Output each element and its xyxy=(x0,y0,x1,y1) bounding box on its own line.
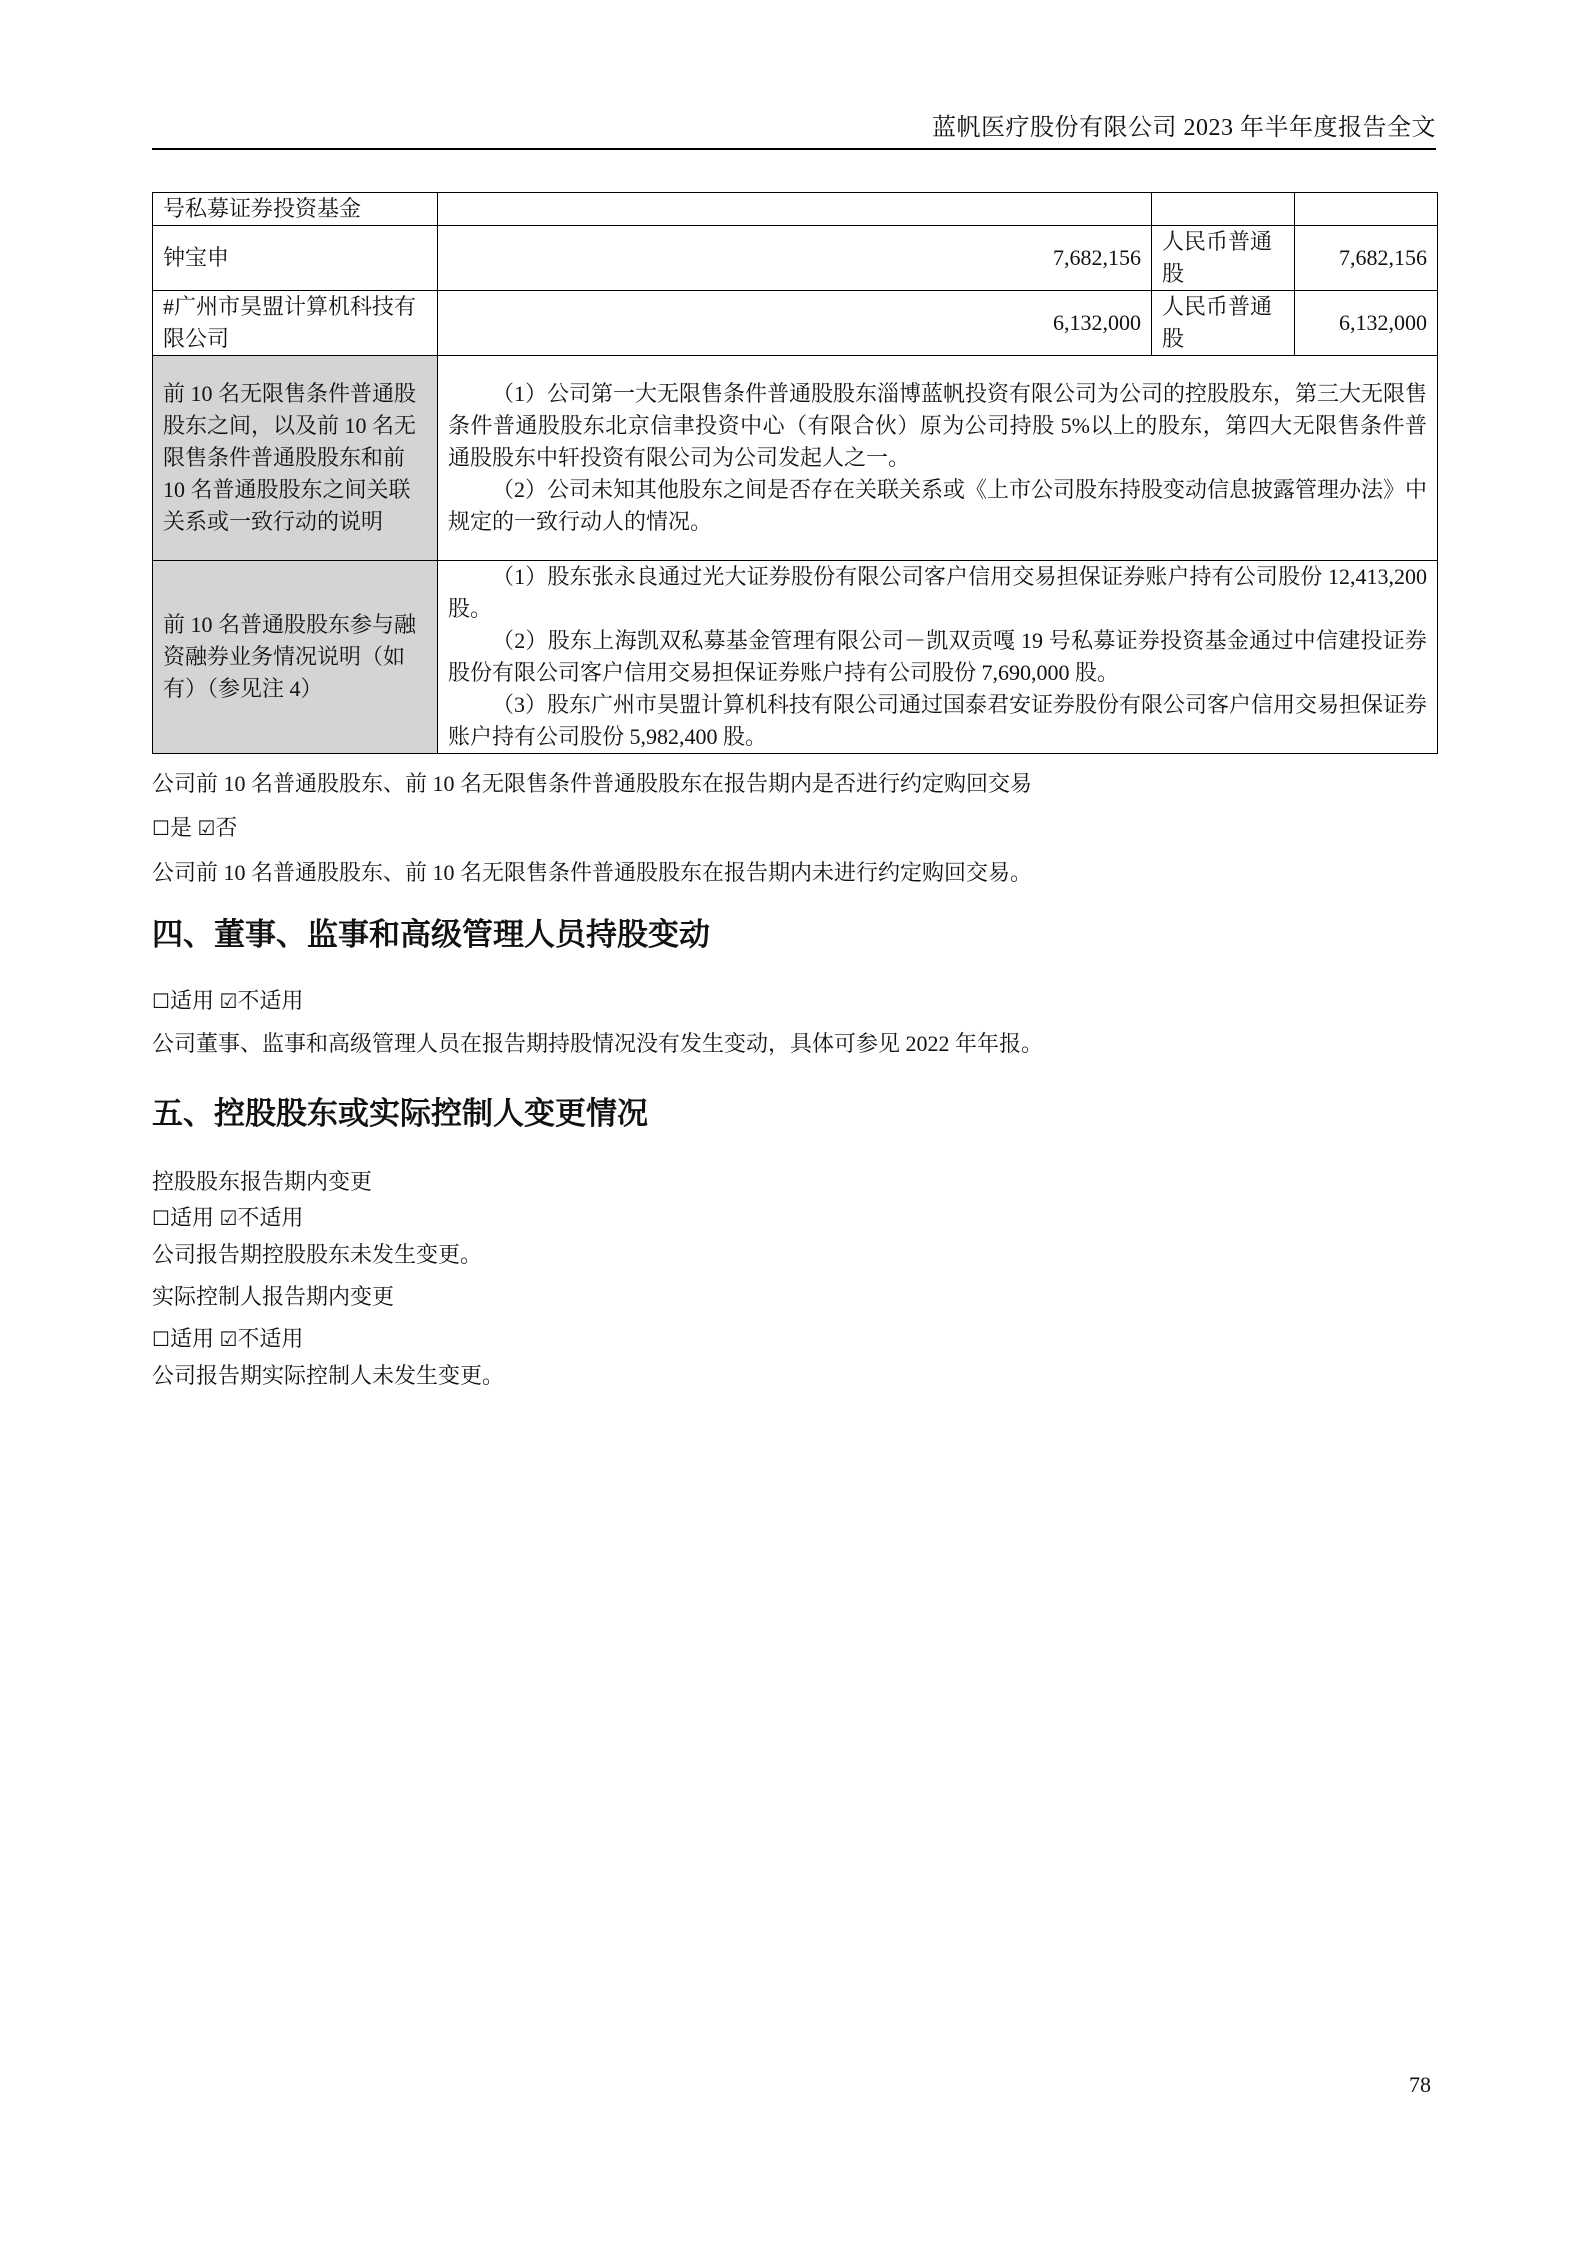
margin-trading-label: 前 10 名普通股股东参与融资融券业务情况说明（如有）（参见注 4） xyxy=(153,561,438,754)
table-row xyxy=(153,561,1438,754)
option-applicable-label: 适用 xyxy=(169,988,214,1013)
table-row xyxy=(153,291,1438,356)
checkbox-checked-icon: ☑ xyxy=(219,1329,238,1351)
option-yes-label: 是 xyxy=(169,815,192,840)
page-content xyxy=(152,760,1436,1392)
holder-shares xyxy=(438,193,1152,226)
option-not-applicable-label: 不适用 xyxy=(237,1326,304,1351)
share-type xyxy=(1152,193,1295,226)
checkbox-unchecked-icon: ☐ xyxy=(152,991,170,1013)
relation-label: 前 10 名无限售条件普通股股东之间，以及前 10 名无限售条件普通股股东和前 10 名普通股股东之间关联关系或一致行动的说明 xyxy=(153,356,438,561)
section-4-heading: 四、董事、监事和高级管理人员持股变动 xyxy=(152,917,710,953)
share-type: 人民币普通股 xyxy=(1152,291,1295,356)
checkbox-unchecked-icon: ☐ xyxy=(152,1208,170,1230)
table-row xyxy=(153,193,1438,226)
checkbox-unchecked-icon: ☐ xyxy=(152,1329,170,1351)
checkbox-checked-icon: ☑ xyxy=(219,1208,238,1230)
option-not-applicable-label: 不适用 xyxy=(237,988,304,1013)
share-type-amount: 7,682,156 xyxy=(1295,226,1438,291)
actual-controller-label: 实际控制人报告期内变更 xyxy=(152,1284,395,1309)
margin-paragraph: （3）股东广州市昊盟计算机科技有限公司通过国泰君安证券股份有限公司客户信用交易担保证券账户持有公司股份 5,982,400 股。 xyxy=(448,692,1428,749)
table-row xyxy=(153,356,1438,561)
option-applicable-label: 适用 xyxy=(169,1326,214,1351)
holder-shares: 6,132,000 xyxy=(438,291,1152,356)
section-5-heading: 五、控股股东或实际控制人变更情况 xyxy=(152,1096,648,1132)
share-type-amount: 6,132,000 xyxy=(1295,291,1438,356)
holder-name: #广州市昊盟计算机科技有限公司 xyxy=(153,291,438,356)
checkbox-checked-icon: ☑ xyxy=(197,818,216,840)
repurchase-options xyxy=(152,812,1436,845)
report-title: 蓝帆医疗股份有限公司 2023 年半年度报告全文 xyxy=(932,115,1436,141)
relation-description xyxy=(438,356,1438,561)
share-type-amount xyxy=(1295,193,1438,226)
section-4-text: 公司董事、监事和高级管理人员在报告期持股情况没有发生变动，具体可参见 2022 年年报。 xyxy=(152,1031,1044,1056)
repurchase-answer: 公司前 10 名普通股股东、前 10 名无限售条件普通股股东在报告期内未进行约定购回交易。 xyxy=(152,860,1033,885)
relation-paragraph: （2）公司未知其他股东之间是否存在关联关系或《上市公司股东持股变动信息披露管理办法》中规定的一致行动人的情况。 xyxy=(448,477,1428,534)
margin-paragraph: （1）股东张永良通过光大证券股份有限公司客户信用交易担保证券账户持有公司股份 12,413,200 股。 xyxy=(448,564,1427,621)
option-no-label: 否 xyxy=(215,815,238,840)
actual-controller-options xyxy=(152,1323,1436,1356)
shareholders-table xyxy=(152,192,1438,754)
holder-name: 钟宝申 xyxy=(153,226,438,291)
table-row xyxy=(153,226,1438,291)
controlling-options xyxy=(152,1202,1436,1235)
checkbox-checked-icon: ☑ xyxy=(219,991,238,1013)
option-applicable-label: 适用 xyxy=(169,1205,214,1230)
page-number: 78 xyxy=(1409,2072,1431,2097)
actual-controller-text: 公司报告期实际控制人未发生变更。 xyxy=(152,1363,505,1388)
controlling-text: 公司报告期控股股东未发生变更。 xyxy=(152,1242,483,1267)
controlling-shareholder-label: 控股股东报告期内变更 xyxy=(152,1169,373,1194)
relation-paragraph: （1）公司第一大无限售条件普通股股东淄博蓝帆投资有限公司为公司的控股股东，第三大无限售条件普通股股东北京信聿投资中心（有限合伙）原为公司持股 5%以上的股东，第四大无限售条件普通股股东中轩投资有限公司为公司发起人之一。 xyxy=(448,381,1428,470)
section-4-options xyxy=(152,985,1436,1018)
option-not-applicable-label: 不适用 xyxy=(237,1205,304,1230)
margin-paragraph: （2）股东上海凯双私募基金管理有限公司－凯双贡嘎 19 号私募证券投资基金通过中信建投证券股份有限公司客户信用交易担保证券账户持有公司股份 7,690,000 股。 xyxy=(448,628,1427,685)
page-header xyxy=(152,108,1436,150)
checkbox-unchecked-icon: ☐ xyxy=(152,818,170,840)
margin-trading-description xyxy=(438,561,1438,754)
repurchase-question: 公司前 10 名普通股股东、前 10 名无限售条件普通股股东在报告期内是否进行约定购回交易 xyxy=(152,771,1033,796)
holder-name: 号私募证券投资基金 xyxy=(153,193,438,226)
share-type: 人民币普通股 xyxy=(1152,226,1295,291)
holder-shares: 7,682,156 xyxy=(438,226,1152,291)
